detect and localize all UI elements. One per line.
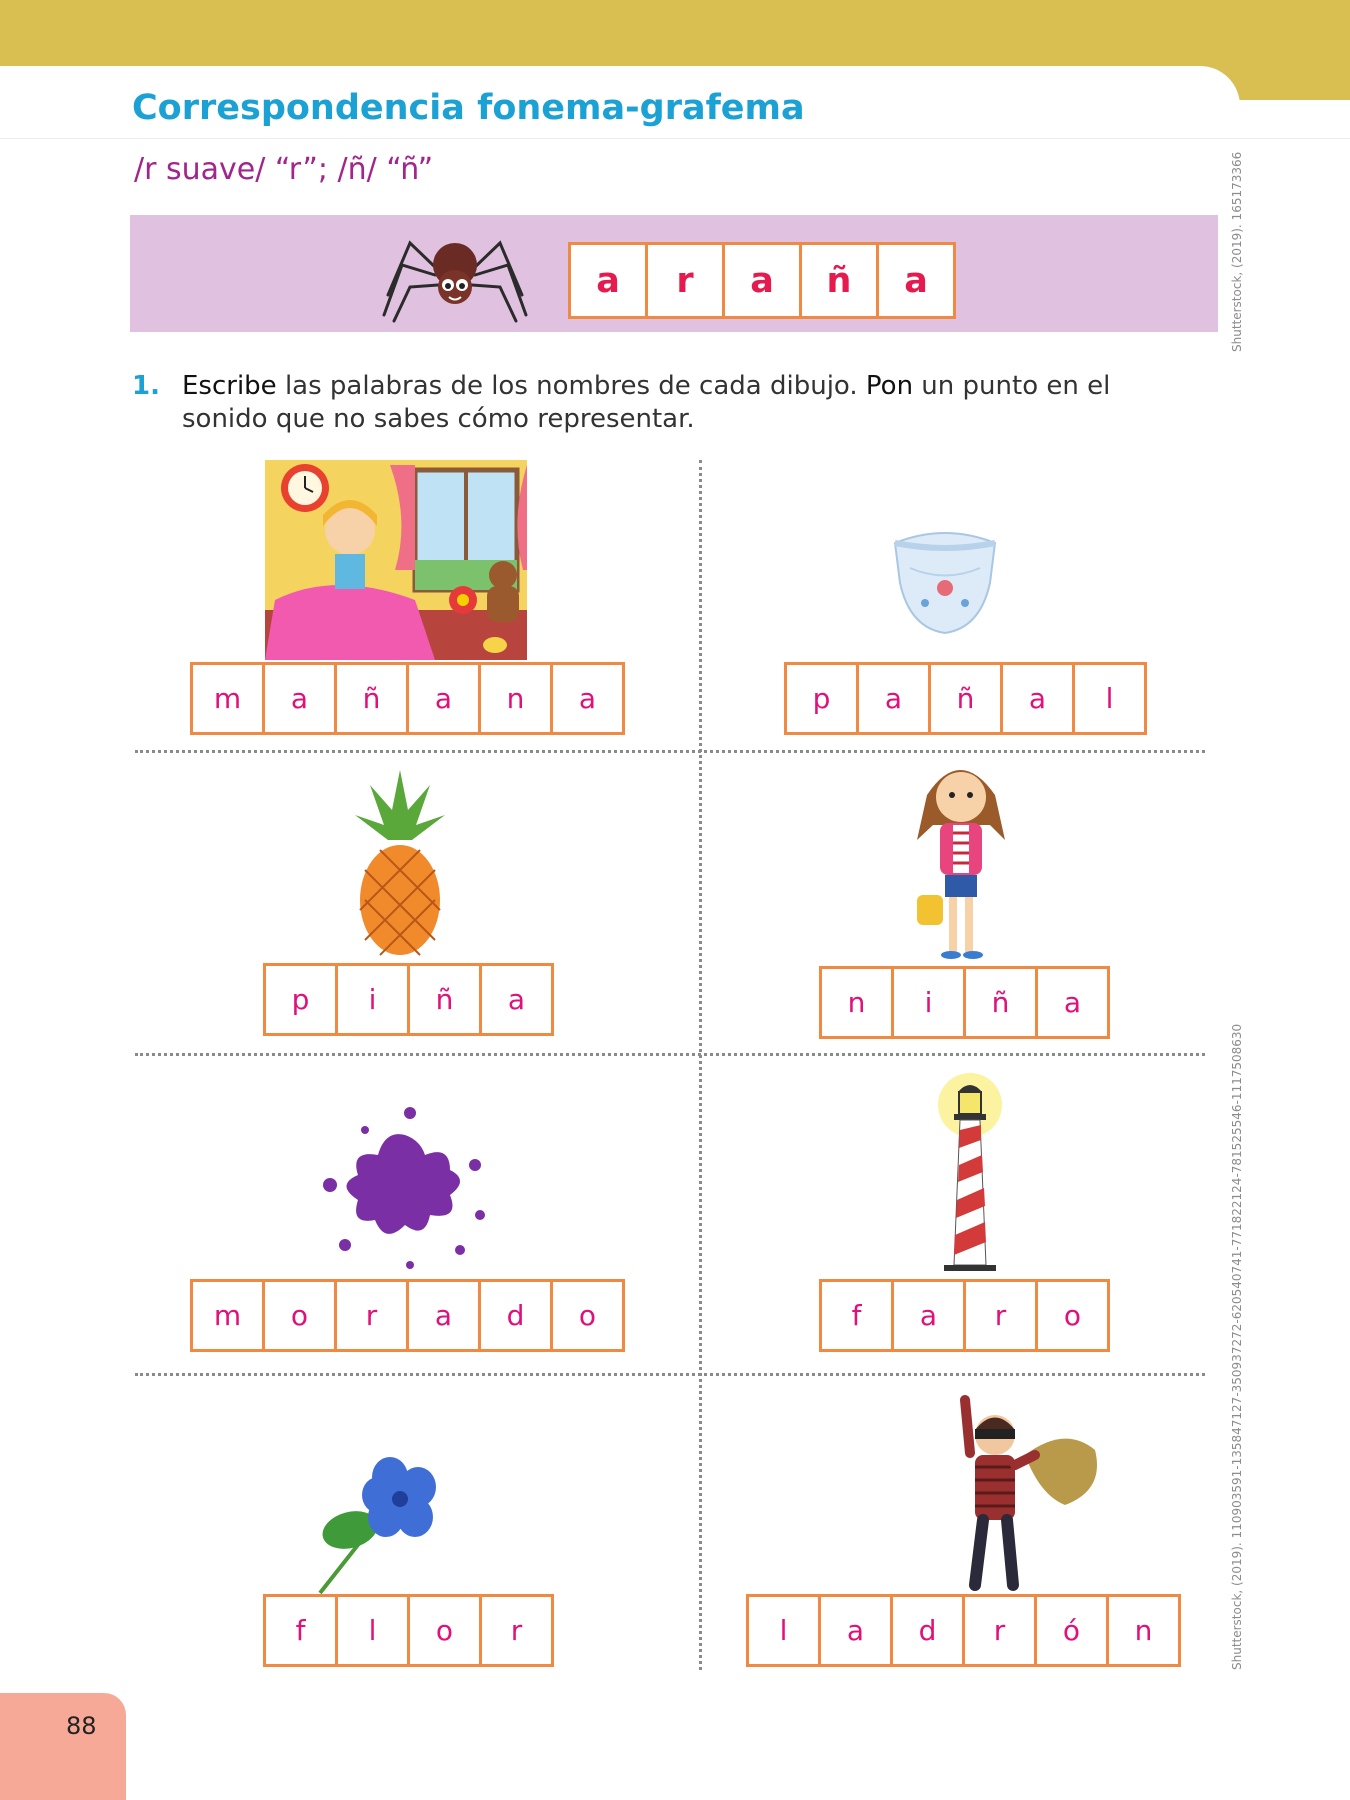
letter-cell[interactable]: d bbox=[893, 1597, 965, 1664]
page-subtitle: /r suave/ “r”; /ñ/ “ñ” bbox=[134, 152, 434, 187]
header-divider bbox=[0, 138, 1350, 139]
letter-cell[interactable]: n bbox=[481, 665, 553, 732]
lighthouse-picture bbox=[930, 1070, 1010, 1275]
word-boxes-faro bbox=[819, 1279, 1110, 1352]
instruction-text bbox=[182, 370, 1182, 436]
image-credit-top: Shutterstock, (2019). 165173366 bbox=[1230, 151, 1244, 352]
instruction-part-1: las palabras de los nombres de cada dibujo. bbox=[276, 371, 866, 401]
letter-cell[interactable]: d bbox=[481, 1282, 553, 1349]
blue-flower-picture bbox=[310, 1455, 445, 1595]
word-boxes-ladron bbox=[746, 1594, 1181, 1667]
example-banner bbox=[130, 215, 1218, 332]
letter-cell[interactable]: o bbox=[1063, 1299, 1082, 1332]
letter-cell[interactable]: o bbox=[265, 1282, 337, 1349]
letter-cell[interactable]: r bbox=[966, 1282, 1038, 1349]
letter-cell[interactable]: l bbox=[1105, 682, 1114, 715]
purple-paint-splash-picture bbox=[310, 1105, 500, 1275]
word-boxes-pina bbox=[263, 963, 554, 1036]
letter-cell[interactable]: a bbox=[265, 665, 337, 732]
letter-cell: a bbox=[571, 245, 648, 316]
letter-cell[interactable]: o bbox=[410, 1597, 482, 1664]
letter-cell[interactable]: f bbox=[266, 1597, 338, 1664]
letter-cell[interactable]: p bbox=[266, 966, 338, 1033]
pineapple-picture bbox=[350, 770, 450, 960]
letter-cell: a bbox=[904, 260, 928, 301]
letter-cell[interactable]: o bbox=[578, 1299, 597, 1332]
letter-cell[interactable]: r bbox=[965, 1597, 1037, 1664]
letter-cell[interactable]: l bbox=[749, 1597, 821, 1664]
letter-cell[interactable]: n bbox=[1134, 1614, 1153, 1647]
thief-with-sack-picture bbox=[955, 1395, 1100, 1595]
letter-cell[interactable]: m bbox=[193, 1282, 265, 1349]
word-boxes-panal bbox=[784, 662, 1147, 735]
instruction-number: 1. bbox=[132, 371, 160, 401]
letter-cell[interactable]: r bbox=[510, 1614, 523, 1647]
word-boxes-manana bbox=[190, 662, 625, 735]
letter-cell[interactable]: a bbox=[409, 1282, 481, 1349]
letter-cell[interactable]: i bbox=[894, 969, 966, 1036]
letter-cell[interactable]: a bbox=[578, 682, 597, 715]
page-title: Correspondencia fonema-grafema bbox=[132, 88, 805, 128]
letter-cell[interactable]: a bbox=[507, 983, 526, 1016]
instruction bbox=[132, 370, 1182, 436]
letter-cell[interactable]: a bbox=[859, 665, 931, 732]
image-credit-bottom: Shutterstock, (2019). 110903591-135847127-350937272-620540741-771822124-781525546-1117508630 bbox=[1230, 1023, 1244, 1670]
letter-cell: ñ bbox=[802, 245, 879, 316]
letter-cell[interactable]: a bbox=[1003, 665, 1075, 732]
example-word-arana bbox=[568, 242, 956, 319]
diaper-picture bbox=[890, 528, 1000, 638]
word-boxes-flor bbox=[263, 1594, 554, 1667]
letter-cell[interactable]: a bbox=[1063, 986, 1082, 1019]
letter-cell[interactable]: ñ bbox=[410, 966, 482, 1033]
letter-cell[interactable]: ñ bbox=[931, 665, 1003, 732]
girl-with-backpack-picture bbox=[905, 755, 1015, 965]
word-boxes-morado bbox=[190, 1279, 625, 1352]
letter-cell[interactable]: r bbox=[337, 1282, 409, 1349]
row-divider bbox=[135, 1053, 1205, 1056]
spider-icon bbox=[380, 225, 530, 325]
word-boxes-nina bbox=[819, 966, 1110, 1039]
letter-cell: r bbox=[648, 245, 725, 316]
letter-cell[interactable]: i bbox=[338, 966, 410, 1033]
letter-cell[interactable]: ñ bbox=[337, 665, 409, 732]
letter-cell[interactable]: a bbox=[821, 1597, 893, 1664]
letter-cell[interactable]: a bbox=[409, 665, 481, 732]
letter-cell[interactable]: ñ bbox=[966, 969, 1038, 1036]
page-number-tab bbox=[0, 1693, 126, 1800]
letter-cell[interactable]: p bbox=[787, 665, 859, 732]
letter-cell: a bbox=[725, 245, 802, 316]
girl-waking-up-in-bedroom-picture bbox=[265, 460, 527, 660]
instruction-verb-pon: Pon bbox=[865, 371, 914, 401]
letter-cell[interactable]: f bbox=[822, 1282, 894, 1349]
instruction-verb-escribe: Escribe bbox=[182, 371, 277, 401]
letter-cell[interactable]: n bbox=[822, 969, 894, 1036]
page-number: 88 bbox=[66, 1712, 97, 1740]
row-divider bbox=[135, 1373, 1205, 1376]
row-divider bbox=[135, 750, 1205, 753]
letter-cell[interactable]: m bbox=[193, 665, 265, 732]
letter-cell[interactable]: ó bbox=[1037, 1597, 1109, 1664]
letter-cell[interactable]: l bbox=[338, 1597, 410, 1664]
column-divider bbox=[699, 460, 702, 1670]
letter-cell[interactable]: a bbox=[894, 1282, 966, 1349]
instruction-part-2: un punto en el sonido que no sabes cómo representar. bbox=[182, 371, 1111, 434]
